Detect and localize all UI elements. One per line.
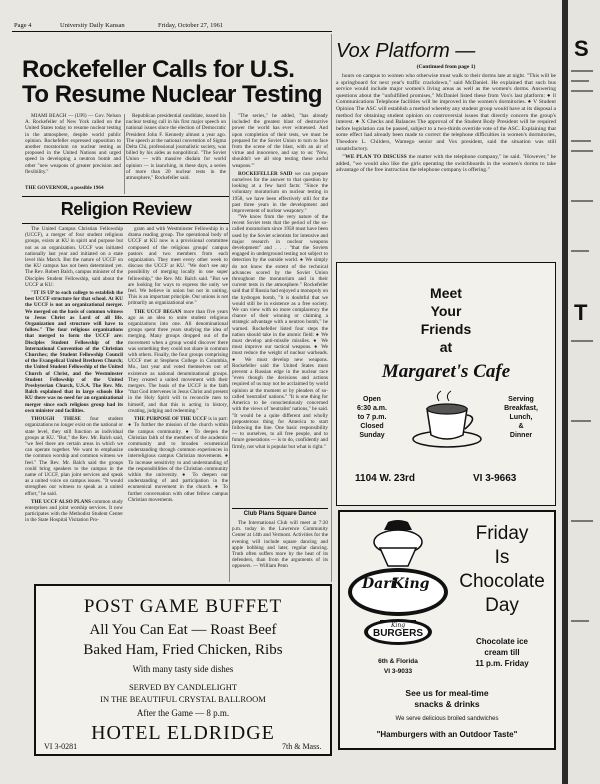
rockefeller-col-3-text: "The series," he added, "has already included the greatest blast of destructive power the world has ever witnessed. And upon completion of their tests, we must be prepared for the Soviet Union to turn to face from the scene of the blast, with an air of virtue and innocence, and say to us: 'Now, shouldn't we all stop testing these awful weapons.'" xyxy=(232,113,328,169)
religion-col-2-c: is in part: ● To further the mission of the church within the campus community. ● To deepen the Christian faith of the members of the academic community and to broaden ecumenical understanding through common experiences in interreligious campus Christian movements. ● To increase sensitivity to and understanding of the responsibilities of the Christian community within the university. ● To deepen our understanding of and participation in the ecumenical movement in the church. ● To further conversation with other fellow campus Christian movements. xyxy=(128,416,228,503)
hours-line: Closed xyxy=(360,423,384,430)
rockefeller-col-3-bold: ROCKEFELLER SAID xyxy=(238,170,293,177)
serving-line: Serving xyxy=(508,396,534,403)
burgers-label: BURGERS xyxy=(372,628,423,639)
dari-logo-1: Dari xyxy=(362,576,396,592)
religion-col-1-b-bold: THOUGH THESE xyxy=(31,416,81,423)
religion-col-1-c-bold: THE UCCF ALSO PLANS xyxy=(31,498,91,505)
religion-col-1-bold: "IT IS UP to each college to establish the best UCCF structure for that school. At KU the UCCF is not an organizational merger. We merged on the basis of common witness to Jesus Christ as Lord of all life. Organization and structure will have to follow." The four religious organizations that merged to form the UCCF are: Disciples Student Fellowship of the International Convention of the Christian Churches; the Student Fellowship Council of the Evangelical United Brethren Church; the United Student Fellowship of the United Church of Christ, and the Westminster Student Fellowship of the United Presbyterian Church, U.S.A. The Rev. Mr. Balch explained that in large schools like KU there was no need for an organizational merger since each religious group had its own minister and facilities. xyxy=(25,290,123,414)
friday-line-4: Day xyxy=(485,595,519,616)
serving-line: Dinner xyxy=(509,432,533,439)
promo-line-3: 11 p.m. Friday xyxy=(475,659,529,668)
issue-date: Friday, October 27, 1961 xyxy=(158,22,224,29)
friday-line-3: Chocolate xyxy=(459,571,545,592)
margarets-cafe-ad xyxy=(336,262,556,506)
paper-name: University Daily Kansan xyxy=(60,22,125,29)
friday-chocolate xyxy=(452,522,552,618)
promo-line-1: Chocolate ice xyxy=(475,637,528,646)
hours-line: Sunday xyxy=(359,432,385,439)
column-rule xyxy=(229,112,230,582)
page-label: Page 4 xyxy=(14,22,32,29)
next-page-text-line xyxy=(571,140,591,142)
club-headline: Club Plans Square Dance xyxy=(243,511,317,517)
religion-headline: Religion Review xyxy=(60,199,192,219)
next-page-text-line xyxy=(571,80,589,82)
vox-text: hours on campus to women who otherwise must walk to their dorms late at night. "This will be a springboard for next year's traffic crackdown," said McDaniel. He explained that such bus service would include major women's living areas as well as the women's dorms. Answering questions about the "unfulfilled promises," McDaniel listed these from Vox's last platform: ● ll Communications Telephone facilities will be improved in the women's dormitories. ● V Student Opinion The ASC will establish a method whereby any student group would have at its disposal a method for obtaining student opinion on controversial issues that directly concern the group's interest. ● X Checks and Balances The approval of the Student Body President will be required before legislation can be passed, subject to a two-thirds override vote of the ASC. Explaining that some effect had already been made to correct the telephone difficulties in women's dormitories, Theodore L. Childers, Wamego senior and Vox president, said the situation was still unsatisfactory. xyxy=(336,73,556,152)
vox-continued: (Continued from page 1) xyxy=(416,64,476,70)
hotel-phone: VI 3-0281 xyxy=(44,742,78,751)
dari-king-ad xyxy=(338,510,556,750)
dari-location: 6th & Florida xyxy=(378,658,418,665)
next-page-text-line xyxy=(571,150,593,152)
post-game-buffet-ad xyxy=(34,584,332,756)
next-page-text-line xyxy=(571,250,589,252)
rockefeller-col-3-b: we can prepare ourselves for the answer to that question by looking at a few hard facts: "Since the voluntary moratorium on nuclear testing in 1958, we have been effectively still for the past three years in the development and improvement of nuclear weaponry." xyxy=(232,170,328,213)
margaret-address: 1104 W. 23rd xyxy=(355,473,416,484)
vox-text-b: the matter with the telephone company," he said. "However," he added, "we would also like the girls operating the switchboards in the women's dorms to take advantage of the free instruction the telephone company is offering." xyxy=(336,154,556,174)
chocolate-promo xyxy=(452,636,552,669)
rockefeller-headline-2: To Resume Nuclear Testing xyxy=(22,81,323,108)
buffet-line-2: Baked Ham, Fried Chicken, Ribs xyxy=(83,642,283,658)
next-page-text-line xyxy=(571,90,593,92)
vox-body xyxy=(336,73,556,241)
next-page-text-line xyxy=(571,70,593,72)
column-rule xyxy=(124,114,125,194)
adjacent-page-strip xyxy=(568,0,600,784)
dari-serve: We serve delicious broiled sandwiches xyxy=(395,716,499,722)
friday-line-1: Friday xyxy=(475,523,529,544)
rockefeller-col-2-text: Republican presidential candidate, issued his nuclear testing call in his first major speech on national issues since the election of Democratic President John F. Kennedy almost a year ago. The speech at the national convention of Sigma Delta Chi, professional journalistic society, was billed by his aides as nonpolitical. "The Soviet Union — with massive disdain for world opinion — is launching, in these days, a series of more than 20 nuclear tests in the atmosphere," Rockefeller said. xyxy=(126,113,226,182)
margaret-line-3: Friends xyxy=(420,321,472,337)
margaret-name: Margaret's Cafe xyxy=(381,361,511,382)
vox-title: Vox Platform — xyxy=(336,40,476,62)
serving-line: Breakfast, xyxy=(504,405,538,412)
dari-logo-2: King xyxy=(392,576,430,592)
religion-col-2-text: gram and with Westminster Fellowship in a drama reading group. The operational body of UCCF at KU now is a provisional committee composed of the religious groups' campus pastors and two members from each organization. They meet every other week to discuss the UCCF at KU. "We don't see any possibility of merging locally in one super fellowship," the Rev. Mr. Balch said. "But we are looking for ways to express the unity we feel. We believe in union but not in uniting. This is an important principle. Our unions is not primarily an organizational one." xyxy=(128,226,228,307)
rockefeller-col-4-text: "We know from the very nature of the recent Soviet tests that the period of the so-called moratorium since 1958 must have been used by the Soviet scientists for intensive and major research in nuclear weapons development" and . . . "that the Soviets engaged in underground testing not subject to detection by the outside world. ● We simply do not know the extent of the technical advances scored by the Soviet Union throughout the moratorium and in their current tests in the atmosphere." Rockefeller said that if Russia had enjoyed a monopoly on the hydrogen bomb, "it is doubtful that we would still be in existence as a free society. We can view with no more complacency the chance of their winning or claiming a strategic advantage with a neutron bomb," he warned. Rockefeller listed four steps the nation should take in the atomic field: ● We must develop anti-missile missiles. ● We must improve our tactical weapons. ● We must reduce the weight of nuclear warheads. ● We must develop new weapons. Rockefeller said the United States must prevent a Russian edge in the nuclear race "even though the decisions and actions required of us may not be acclaimed by world opinion at the moment or by pleaders of so-called 'neutralist' nations." "It is one thing for America to be conscientiously concerned with the views of 'neutralist' nations," he said. "It would be a quite different and wholly preposterous thing for America to start following the line. One basic responsibility — to ourselves, to all free people, and to future generations — is to do, confidently and firmly, not what is popular but what is right." xyxy=(232,214,328,450)
header-rule xyxy=(12,31,332,32)
buffet-line-3: With many tasty side dishes xyxy=(132,664,234,674)
serving-line: & xyxy=(518,423,524,430)
rockefeller-headline-1: Rockefeller Calls for U.S. xyxy=(22,56,295,83)
rockefeller-col-1 xyxy=(25,113,121,195)
margaret-hours xyxy=(347,395,397,440)
hours-line: Open xyxy=(363,396,381,403)
margaret-serving xyxy=(493,395,549,440)
coffee-cup-icon xyxy=(409,389,485,449)
rockefeller-col-1-bold: THE GOVERNOR, a possible 1964 xyxy=(25,185,104,191)
religion-col-2-c-bold: THE PURPOSE OF THE UCCF xyxy=(134,416,207,423)
margaret-line-2: Your xyxy=(430,303,462,319)
buffet-title: POST GAME BUFFET xyxy=(83,596,283,617)
serving-line: Lunch, xyxy=(509,414,533,421)
hours-line: to 7 p.m. xyxy=(357,414,387,421)
religion-col-1 xyxy=(25,226,123,536)
rockefeller-col-3 xyxy=(232,113,328,213)
buffet-line-1: All You Can Eat — Roast Beef xyxy=(89,622,277,638)
buffet-line-6: After the Game — 8 p.m. xyxy=(136,708,230,718)
dari-menu xyxy=(340,688,554,710)
margaret-phone: VI 3-9663 xyxy=(473,473,517,484)
next-page-text-line xyxy=(571,620,589,622)
religion-col-2-bold: THE UCCF BEGAN xyxy=(134,308,182,315)
hotel-name: HOTEL ELDRIDGE xyxy=(91,722,275,744)
margaret-line-1: Meet xyxy=(430,285,462,301)
menu-line-2: snacks & drinks xyxy=(414,699,480,709)
next-page-letter: T xyxy=(574,300,588,325)
club-text: The International Club will meet at 7:30 p.m. today in the Lawrence Community Center at 14th and Vermont. Activities for the evening will include square dancing and apple bobbing and later, regular dancing. Truth often suffers more by the heat of its defenders, than from the arguments of its opposers. — William Penn xyxy=(232,520,328,570)
dari-slogan: "Hamburgers with an Outdoor Taste" xyxy=(376,730,518,739)
religion-col-1-b: four student organizations no longer exist on the national or state level, they still function as individual groups at KU. "But," the Rev. Mr. Balch said, "we feel there are certain areas in which we can operate together. We want to emphasize the common worship and common witness we feel." The Rev. Mr. Balch said the groups could bring speakers to the campus in the name of UCCF, plan joint services and speak as a united voice on campus issues. "It would strengthen our witness to speak as a united effort," he said. xyxy=(25,416,123,497)
religion-col-2 xyxy=(128,226,228,536)
next-page-text-line xyxy=(571,200,593,202)
buffet-line-5: IN THE BEAUTIFUL CRYSTAL BALLROOM xyxy=(100,694,266,704)
club-rule xyxy=(232,508,328,509)
religion-col-1-text: The United Campus Christian Fellowship (UCCF), a merger of four student religious groups, exists at KU in spirit and purpose but not as an organization. UCCF was initiated nationally last year and initiated on a state level this March. But the nature of UCCF on the KU campus has not been determined yet. The Rev. Robert Balch, campus minister of the Disciples Student Fellowship, said about the UCCF at KU: xyxy=(25,226,123,288)
next-page-text-line xyxy=(571,520,593,522)
next-page-letter: S xyxy=(574,36,589,61)
hotel-address: 7th & Mass. xyxy=(282,742,322,751)
margaret-line-4: at xyxy=(439,339,453,355)
next-page-text-line xyxy=(571,340,593,342)
rockefeller-col-2 xyxy=(126,113,226,197)
rockefeller-col-4 xyxy=(232,214,328,504)
religion-col-2-b: more than five years ago as an idea to unite student religious organizations into one. All denominational groups spent three years studying the idea of merging. Many groups dropped out of the movement when a group would discover there was something they could not share in common with others. Finally, the four groups comprising UCCF met at Stephens College in Columbia, Mo., last year and voted themselves out of existence as national denominational groups. They created a united movement with their mergers. The basis of the UCCF is the faith "that God intervenes in Jesus Christ and present in the Holy Spirit will to reconcile men to himself, and that this is acting in history, creating, judging and redeeming." xyxy=(128,308,228,414)
menu-line-1: See us for meal-time xyxy=(405,688,489,698)
hours-line: 6:30 a.m. xyxy=(357,405,387,412)
friday-line-2: Is xyxy=(494,547,510,568)
column-rule xyxy=(331,34,332,582)
buffet-line-4: SERVED BY CANDLELIGHT xyxy=(128,682,238,692)
vox-bold-lead: "WE PLAN TO DISCUSS xyxy=(342,154,407,161)
next-page-text-line xyxy=(571,420,591,422)
burgers-top: King xyxy=(390,622,406,629)
religion-col-1-c: common study enterprises and joint worship services. It now participates with the Methodist Student Center in the State Hospital Visitation Pro- xyxy=(25,498,123,524)
promo-line-2: cream till xyxy=(484,648,520,657)
dari-phone: VI 3-9033 xyxy=(383,668,413,675)
rockefeller-col-1-text: MIAMI BEACH — (UPI) — Gov. Nelson A. Rockefeller of New York called on the United States today to resume nuclear testing in the atmosphere, despite world public opinion. Rockefeller expressed opposition to another moratorium on nuclear testing as proposed in the United Nations and urged speed in developing a neutron bomb and other "new weapons of greater precision and flexibility." xyxy=(25,113,121,175)
club-text-block xyxy=(232,520,328,584)
